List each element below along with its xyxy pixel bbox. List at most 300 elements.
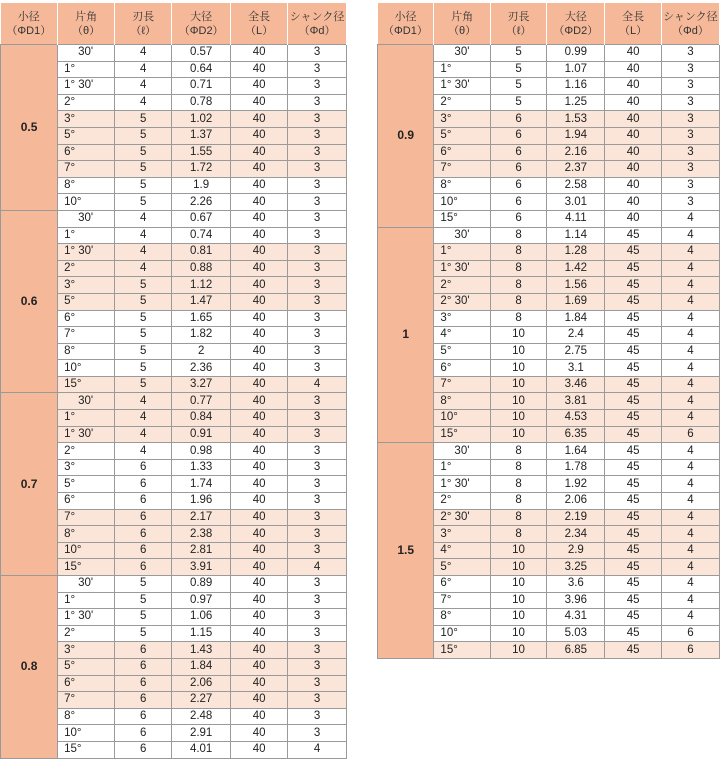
- angle-cell: 15°: [58, 376, 115, 393]
- shank-diameter-cell: 3: [288, 78, 347, 95]
- blade-length-cell: 6: [115, 741, 172, 758]
- blade-length-cell: 4: [115, 61, 172, 78]
- overall-length-cell: 40: [231, 426, 288, 443]
- angle-cell: 6°: [434, 576, 490, 593]
- shank-diameter-cell: 6: [661, 642, 719, 659]
- blade-length-cell: 5: [115, 194, 172, 211]
- overall-length-cell: 40: [231, 476, 288, 493]
- overall-length-cell: 40: [231, 625, 288, 642]
- large-diameter-cell: 4.53: [547, 410, 605, 427]
- shank-diameter-cell: 3: [288, 526, 347, 543]
- table-row: [378, 227, 720, 244]
- angle-cell: 3°: [434, 526, 490, 543]
- shank-diameter-cell: 3: [288, 327, 347, 344]
- overall-length-cell: 40: [605, 111, 661, 128]
- large-diameter-cell: 2.38: [172, 526, 231, 543]
- overall-length-cell: 40: [231, 78, 288, 95]
- blade-length-cell: 10: [490, 592, 546, 609]
- large-diameter-cell: 1.15: [172, 625, 231, 642]
- overall-length-cell: 45: [605, 542, 661, 559]
- overall-length-cell: 40: [231, 111, 288, 128]
- angle-cell: 10°: [434, 410, 490, 427]
- blade-length-cell: 5: [490, 45, 546, 62]
- large-diameter-cell: 0.71: [172, 78, 231, 95]
- angle-cell: 8°: [58, 526, 115, 543]
- blade-length-cell: 5: [115, 343, 172, 360]
- small-diameter-cell: 0.8: [1, 576, 58, 759]
- angle-cell: 7°: [58, 509, 115, 526]
- overall-length-cell: 40: [605, 94, 661, 111]
- angle-cell: 15°: [434, 642, 490, 659]
- angle-cell: 8°: [58, 177, 115, 194]
- shank-diameter-cell: 4: [661, 410, 719, 427]
- blade-length-cell: 6: [490, 127, 546, 144]
- overall-length-cell: 45: [605, 227, 661, 244]
- large-diameter-cell: 0.77: [172, 393, 231, 410]
- angle-cell: 8°: [434, 393, 490, 410]
- table-row: [1, 576, 347, 593]
- angle-cell: 15°: [58, 559, 115, 576]
- large-diameter-cell: 3.96: [547, 592, 605, 609]
- blade-length-cell: 6: [490, 161, 546, 178]
- shank-diameter-cell: 3: [288, 194, 347, 211]
- blade-length-cell: 6: [115, 493, 172, 510]
- large-diameter-cell: 4.01: [172, 741, 231, 758]
- large-diameter-cell: 1.53: [547, 111, 605, 128]
- large-diameter-cell: 1.96: [172, 493, 231, 510]
- angle-cell: 3°: [58, 459, 115, 476]
- blade-length-cell: 6: [115, 642, 172, 659]
- large-diameter-cell: 1.25: [547, 94, 605, 111]
- overall-length-cell: 45: [605, 576, 661, 593]
- large-diameter-cell: 2: [172, 343, 231, 360]
- table-header-row: [378, 3, 720, 45]
- angle-cell: 30': [58, 576, 115, 593]
- shank-diameter-cell: 3: [288, 293, 347, 310]
- blade-length-cell: 8: [490, 260, 546, 277]
- large-diameter-cell: 0.89: [172, 576, 231, 593]
- angle-cell: 1° 30': [434, 476, 490, 493]
- angle-cell: 5°: [58, 658, 115, 675]
- header-shank-diameter: シャンク径 （Φd）: [288, 3, 347, 45]
- overall-length-cell: 45: [605, 476, 661, 493]
- angle-cell: 7°: [434, 161, 490, 178]
- angle-cell: 10°: [434, 625, 490, 642]
- blade-length-cell: 5: [115, 127, 172, 144]
- large-diameter-cell: 1.12: [172, 277, 231, 294]
- large-diameter-cell: 1.28: [547, 244, 605, 261]
- blade-length-cell: 8: [490, 459, 546, 476]
- angle-cell: 5°: [434, 343, 490, 360]
- header-shank-diameter: シャンク径 （Φd）: [661, 3, 719, 45]
- large-diameter-cell: 2.17: [172, 509, 231, 526]
- shank-diameter-cell: 4: [661, 576, 719, 593]
- blade-length-cell: 10: [490, 327, 546, 344]
- overall-length-cell: 40: [231, 410, 288, 427]
- large-diameter-cell: 3.25: [547, 559, 605, 576]
- overall-length-cell: 45: [605, 393, 661, 410]
- table-row: [378, 45, 720, 62]
- overall-length-cell: 40: [231, 177, 288, 194]
- shank-diameter-cell: 3: [288, 61, 347, 78]
- large-diameter-cell: 6.35: [547, 426, 605, 443]
- blade-length-cell: 6: [115, 542, 172, 559]
- shank-diameter-cell: 3: [288, 642, 347, 659]
- overall-length-cell: 40: [605, 61, 661, 78]
- blade-length-cell: 5: [115, 161, 172, 178]
- blade-length-cell: 6: [115, 708, 172, 725]
- shank-diameter-cell: 3: [661, 144, 719, 161]
- blade-length-cell: 10: [490, 360, 546, 377]
- large-diameter-cell: 4.11: [547, 210, 605, 227]
- angle-cell: 10°: [58, 194, 115, 211]
- angle-cell: 3°: [58, 277, 115, 294]
- large-diameter-cell: 1.42: [547, 260, 605, 277]
- angle-cell: 1°: [58, 61, 115, 78]
- blade-length-cell: 8: [490, 227, 546, 244]
- shank-diameter-cell: 4: [661, 327, 719, 344]
- large-diameter-cell: 3.27: [172, 376, 231, 393]
- overall-length-cell: 40: [231, 293, 288, 310]
- angle-cell: 1°: [434, 459, 490, 476]
- angle-cell: 6°: [434, 144, 490, 161]
- blade-length-cell: 10: [490, 393, 546, 410]
- large-diameter-cell: 2.16: [547, 144, 605, 161]
- shank-diameter-cell: 4: [661, 542, 719, 559]
- small-diameter-cell: 1.5: [378, 443, 434, 659]
- shank-diameter-cell: 3: [288, 310, 347, 327]
- overall-length-cell: 40: [605, 177, 661, 194]
- overall-length-cell: 40: [605, 78, 661, 95]
- shank-diameter-cell: 3: [288, 426, 347, 443]
- large-diameter-cell: 2.27: [172, 692, 231, 709]
- shank-diameter-cell: 3: [288, 542, 347, 559]
- blade-length-cell: 8: [490, 493, 546, 510]
- overall-length-cell: 40: [231, 741, 288, 758]
- blade-length-cell: 6: [490, 177, 546, 194]
- large-diameter-cell: 3.91: [172, 559, 231, 576]
- blade-length-cell: 5: [115, 277, 172, 294]
- header-small-diameter: 小径 （ΦD1）: [1, 3, 58, 45]
- blade-length-cell: 4: [115, 78, 172, 95]
- large-diameter-cell: 1.78: [547, 459, 605, 476]
- overall-length-cell: 45: [605, 625, 661, 642]
- large-diameter-cell: 1.9: [172, 177, 231, 194]
- large-diameter-cell: 3.46: [547, 376, 605, 393]
- angle-cell: 5°: [58, 127, 115, 144]
- shank-diameter-cell: 3: [288, 393, 347, 410]
- blade-length-cell: 10: [490, 625, 546, 642]
- angle-cell: 10°: [58, 360, 115, 377]
- large-diameter-cell: 1.43: [172, 642, 231, 659]
- large-diameter-cell: 1.07: [547, 61, 605, 78]
- blade-length-cell: 4: [115, 393, 172, 410]
- overall-length-cell: 45: [605, 526, 661, 543]
- angle-cell: 2°: [58, 260, 115, 277]
- blade-length-cell: 10: [490, 576, 546, 593]
- angle-cell: 8°: [58, 708, 115, 725]
- overall-length-cell: 40: [231, 376, 288, 393]
- blade-length-cell: 10: [490, 542, 546, 559]
- blade-length-cell: 6: [490, 194, 546, 211]
- table-row: [1, 210, 347, 227]
- shank-diameter-cell: 3: [288, 692, 347, 709]
- large-diameter-cell: 1.74: [172, 476, 231, 493]
- shank-diameter-cell: 4: [661, 293, 719, 310]
- table-body-left: [1, 45, 347, 759]
- large-diameter-cell: 2.06: [172, 675, 231, 692]
- blade-length-cell: 8: [490, 293, 546, 310]
- large-diameter-cell: 0.81: [172, 244, 231, 261]
- blade-length-cell: 6: [490, 144, 546, 161]
- overall-length-cell: 45: [605, 642, 661, 659]
- angle-cell: 8°: [434, 177, 490, 194]
- overall-length-cell: 40: [231, 244, 288, 261]
- blade-length-cell: 5: [115, 293, 172, 310]
- shank-diameter-cell: 4: [661, 459, 719, 476]
- shank-diameter-cell: 3: [661, 111, 719, 128]
- angle-cell: 2°: [434, 277, 490, 294]
- shank-diameter-cell: 3: [288, 410, 347, 427]
- shank-diameter-cell: 4: [288, 741, 347, 758]
- angle-cell: 1°: [434, 244, 490, 261]
- angle-cell: 5°: [58, 476, 115, 493]
- overall-length-cell: 40: [231, 327, 288, 344]
- blade-length-cell: 10: [490, 426, 546, 443]
- blade-length-cell: 8: [490, 509, 546, 526]
- large-diameter-cell: 1.69: [547, 293, 605, 310]
- overall-length-cell: 40: [605, 45, 661, 62]
- header-half-angle: 片角 （θ）: [434, 3, 490, 45]
- blade-length-cell: 4: [115, 227, 172, 244]
- large-diameter-cell: 1.84: [172, 658, 231, 675]
- overall-length-cell: 40: [231, 542, 288, 559]
- overall-length-cell: 45: [605, 343, 661, 360]
- angle-cell: 7°: [434, 376, 490, 393]
- blade-length-cell: 6: [115, 526, 172, 543]
- angle-cell: 6°: [58, 675, 115, 692]
- large-diameter-cell: 1.72: [172, 161, 231, 178]
- shank-diameter-cell: 3: [661, 61, 719, 78]
- overall-length-cell: 40: [231, 277, 288, 294]
- blade-length-cell: 8: [490, 526, 546, 543]
- overall-length-cell: 40: [231, 144, 288, 161]
- angle-cell: 1° 30': [58, 78, 115, 95]
- shank-diameter-cell: 3: [288, 609, 347, 626]
- blade-length-cell: 6: [115, 675, 172, 692]
- shank-diameter-cell: 3: [661, 78, 719, 95]
- blade-length-cell: 4: [115, 244, 172, 261]
- overall-length-cell: 40: [231, 127, 288, 144]
- shank-diameter-cell: 3: [288, 94, 347, 111]
- angle-cell: 7°: [58, 161, 115, 178]
- angle-cell: 1°: [58, 227, 115, 244]
- angle-cell: 30': [58, 393, 115, 410]
- large-diameter-cell: 1.94: [547, 127, 605, 144]
- large-diameter-cell: 2.4: [547, 327, 605, 344]
- overall-length-cell: 40: [231, 592, 288, 609]
- table-row: [1, 45, 347, 62]
- angle-cell: 6°: [58, 493, 115, 510]
- blade-length-cell: 5: [490, 94, 546, 111]
- shank-diameter-cell: 4: [661, 443, 719, 460]
- blade-length-cell: 10: [490, 642, 546, 659]
- angle-cell: 10°: [58, 542, 115, 559]
- angle-cell: 5°: [58, 293, 115, 310]
- overall-length-cell: 40: [231, 559, 288, 576]
- overall-length-cell: 40: [231, 658, 288, 675]
- angle-cell: 2°: [58, 443, 115, 460]
- overall-length-cell: 40: [231, 161, 288, 178]
- blade-length-cell: 6: [115, 725, 172, 742]
- blade-length-cell: 6: [115, 476, 172, 493]
- blade-length-cell: 8: [490, 244, 546, 261]
- overall-length-cell: 45: [605, 360, 661, 377]
- large-diameter-cell: 1.64: [547, 443, 605, 460]
- angle-cell: 2°: [58, 94, 115, 111]
- shank-diameter-cell: 4: [661, 476, 719, 493]
- overall-length-cell: 45: [605, 277, 661, 294]
- shank-diameter-cell: 3: [288, 708, 347, 725]
- overall-length-cell: 45: [605, 559, 661, 576]
- angle-cell: 6°: [58, 310, 115, 327]
- large-diameter-cell: 0.99: [547, 45, 605, 62]
- shank-diameter-cell: 4: [661, 509, 719, 526]
- angle-cell: 30': [434, 227, 490, 244]
- overall-length-cell: 40: [231, 260, 288, 277]
- blade-length-cell: 6: [115, 692, 172, 709]
- overall-length-cell: 45: [605, 260, 661, 277]
- blade-length-cell: 10: [490, 410, 546, 427]
- large-diameter-cell: 2.75: [547, 343, 605, 360]
- blade-length-cell: 8: [490, 310, 546, 327]
- overall-length-cell: 40: [605, 210, 661, 227]
- overall-length-cell: 40: [231, 210, 288, 227]
- large-diameter-cell: 1.16: [547, 78, 605, 95]
- blade-length-cell: 6: [115, 459, 172, 476]
- angle-cell: 7°: [58, 692, 115, 709]
- angle-cell: 5°: [434, 559, 490, 576]
- small-diameter-cell: 1: [378, 227, 434, 443]
- blade-length-cell: 5: [115, 376, 172, 393]
- shank-diameter-cell: 4: [661, 559, 719, 576]
- large-diameter-cell: 2.19: [547, 509, 605, 526]
- header-overall-length: 全長 （L）: [231, 3, 288, 45]
- large-diameter-cell: 1.02: [172, 111, 231, 128]
- blade-length-cell: 10: [490, 609, 546, 626]
- overall-length-cell: 45: [605, 327, 661, 344]
- overall-length-cell: 40: [231, 94, 288, 111]
- angle-cell: 6°: [58, 144, 115, 161]
- large-diameter-cell: 5.03: [547, 625, 605, 642]
- shank-diameter-cell: 6: [661, 625, 719, 642]
- angle-cell: 7°: [434, 592, 490, 609]
- blade-length-cell: 4: [115, 443, 172, 460]
- blade-length-cell: 10: [490, 559, 546, 576]
- small-diameter-cell: 0.9: [378, 45, 434, 228]
- large-diameter-cell: 2.91: [172, 725, 231, 742]
- overall-length-cell: 45: [605, 310, 661, 327]
- blade-length-cell: 5: [115, 592, 172, 609]
- shank-diameter-cell: 3: [288, 111, 347, 128]
- shank-diameter-cell: 3: [661, 177, 719, 194]
- large-diameter-cell: 1.14: [547, 227, 605, 244]
- angle-cell: 4°: [434, 542, 490, 559]
- large-diameter-cell: 1.55: [172, 144, 231, 161]
- blade-length-cell: 10: [490, 343, 546, 360]
- blade-length-cell: 6: [115, 658, 172, 675]
- large-diameter-cell: 0.97: [172, 592, 231, 609]
- shank-diameter-cell: 3: [661, 127, 719, 144]
- large-diameter-cell: 0.88: [172, 260, 231, 277]
- angle-cell: 30': [434, 45, 490, 62]
- angle-cell: 15°: [58, 741, 115, 758]
- blade-length-cell: 5: [115, 310, 172, 327]
- overall-length-cell: 40: [231, 45, 288, 62]
- large-diameter-cell: 2.81: [172, 542, 231, 559]
- overall-length-cell: 45: [605, 609, 661, 626]
- large-diameter-cell: 3.6: [547, 576, 605, 593]
- overall-length-cell: 40: [231, 526, 288, 543]
- shank-diameter-cell: 3: [288, 210, 347, 227]
- shank-diameter-cell: 3: [661, 161, 719, 178]
- blade-length-cell: 4: [115, 260, 172, 277]
- large-diameter-cell: 2.36: [172, 360, 231, 377]
- overall-length-cell: 45: [605, 244, 661, 261]
- blade-length-cell: 5: [490, 78, 546, 95]
- large-diameter-cell: 1.84: [547, 310, 605, 327]
- large-diameter-cell: 2.34: [547, 526, 605, 543]
- blade-length-cell: 5: [115, 177, 172, 194]
- overall-length-cell: 40: [231, 459, 288, 476]
- shank-diameter-cell: 3: [288, 127, 347, 144]
- shank-diameter-cell: 3: [288, 493, 347, 510]
- spec-table-right: [377, 3, 720, 659]
- angle-cell: 3°: [434, 310, 490, 327]
- header-half-angle: 片角 （θ）: [58, 3, 115, 45]
- overall-length-cell: 40: [231, 443, 288, 460]
- blade-length-cell: 6: [490, 210, 546, 227]
- overall-length-cell: 40: [231, 343, 288, 360]
- shank-diameter-cell: 3: [288, 161, 347, 178]
- shank-diameter-cell: 3: [288, 260, 347, 277]
- angle-cell: 1° 30': [58, 244, 115, 261]
- blade-length-cell: 5: [115, 111, 172, 128]
- angle-cell: 30': [58, 45, 115, 62]
- overall-length-cell: 40: [231, 692, 288, 709]
- overall-length-cell: 45: [605, 459, 661, 476]
- large-diameter-cell: 2.58: [547, 177, 605, 194]
- shank-diameter-cell: 3: [288, 343, 347, 360]
- shank-diameter-cell: 3: [288, 658, 347, 675]
- shank-diameter-cell: 3: [288, 360, 347, 377]
- shank-diameter-cell: 3: [288, 227, 347, 244]
- large-diameter-cell: 3.81: [547, 393, 605, 410]
- header-blade-length: 刃長 （ℓ）: [490, 3, 546, 45]
- blade-length-cell: 5: [115, 360, 172, 377]
- angle-cell: 5°: [434, 127, 490, 144]
- shank-diameter-cell: 3: [288, 144, 347, 161]
- header-large-diameter: 大径 （ΦD2）: [172, 3, 231, 45]
- blade-length-cell: 4: [115, 94, 172, 111]
- large-diameter-cell: 6.85: [547, 642, 605, 659]
- shank-diameter-cell: 4: [661, 210, 719, 227]
- large-diameter-cell: 4.31: [547, 609, 605, 626]
- shank-diameter-cell: 4: [288, 376, 347, 393]
- angle-cell: 30': [58, 210, 115, 227]
- header-large-diameter: 大径 （ΦD2）: [547, 3, 605, 45]
- spec-table-left: [0, 3, 347, 759]
